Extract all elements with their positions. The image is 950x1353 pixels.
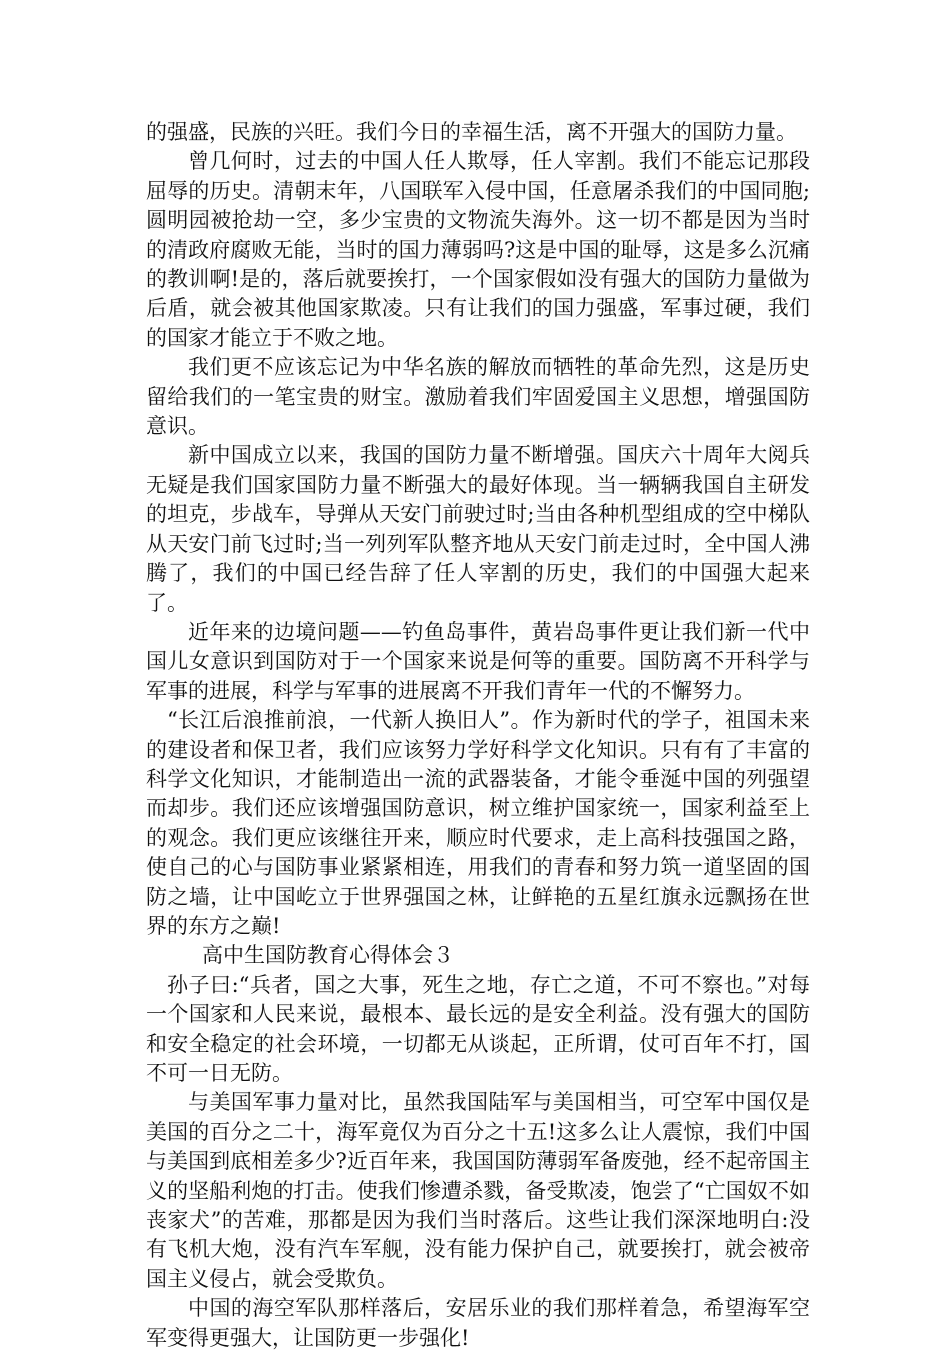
paragraph-conclusion: 中国的海空军队那样落后，安居乐业的我们那样着急，希望海军空军变得更强大，让国防更一步强化! [146, 1296, 810, 1350]
paragraph-sunzi: 孙子曰:“兵者，国之大事，死生之地，存亡之道，不可不察也。”对每一个国家和人民来说，最根本、最长远的是安全利益。没有强大的国防和安全稳定的社会环境，一切都无从谈起，正所谓，仗可百年不打，国不可一日无防。 [146, 972, 810, 1085]
paragraph-border-issues: 近年来的边境问题——钓鱼岛事件，黄岩岛事件更让我们新一代中国儿女意识到国防对于一个国家来说是何等的重要。国防离不开科学与军事的进展，科学与军事的进展离不开我们青年一代的不懈努力。 [146, 619, 810, 703]
section-heading: 高中生国防教育心得体会３ [202, 943, 454, 968]
paragraph-continuation: 的强盛，民族的兴旺。我们今日的幸福生活，离不开强大的国防力量。 [146, 120, 797, 144]
paragraph-youth: “长江后浪推前浪，一代新人换旧人”。作为新时代的学子，祖国未来的建设者和保卫者，我们应该努力学好科学文化知识。只有有了丰富的科学文化知识，才能制造出一流的武器装备，才能令垂涎中国的列强望而却步。我们还应该增强国防意识，树立维护国家统一，国家利益至上的观念。我们更应该继往开来，顺应时代要求，走上高科技强国之路，使自己的心与国防事业紧紧相连，用我们的青春和努力筑一道坚固的国防之墙，让中国屹立于世界强国之林，让鲜艳的五星红旗永远飘扬在世界的东方之巅! [146, 708, 810, 938]
paragraph-history: 曾几何时，过去的中国人任人欺辱，任人宰割。我们不能忘记那段屈辱的历史。清朝末年，八国联军入侵中国，任意屠杀我们的中国同胞;圆明园被抢劫一空，多少宝贵的文物流失海外。这一切不都是因为当时的清政府腐败无能，当时的国力薄弱吗?这是中国的耻辱，这是多么沉痛的教训啊!是的，落后就要挨打，一个国家假如没有强大的国防力量做为后盾，就会被其他国家欺凌。只有让我们的国力强盛，军事过硬，我们的国家才能立于不败之地。 [146, 149, 810, 350]
paragraph-parade: 新中国成立以来，我国的国防力量不断增强。国庆六十周年大阅兵无疑是我们国家国防力量不断强大的最好体现。当一辆辆我国自主研发的坦克，步战车，导弹从天安门前驶过时;当由各种机型组成的空中梯队从天安门前飞过时;当一列列军队整齐地从天安门前走过时，全中国人沸腾了，我们的中国已经告辞了任人宰割的历史，我们的中国强大起来了。 [146, 443, 810, 615]
paragraph-comparison: 与美国军事力量对比，虽然我国陆军与美国相当，可空军中国仅是美国的百分之二十，海军竟仅为百分之十五!这多么让人震惊，我们中国与美国到底相差多少?近百年来，我国国防薄弱军备废弛，经不起帝国主义的坚船利炮的打击。使我们惨遭杀戮，备受欺凌，饱尝了“亡国奴不如丧家犬”的苦难，那都是因为我们当时落后。这些让我们深深地明白:没有飞机大炮，没有汽车军舰，没有能力保护自己，就要挨打，就会被帝国主义侵占，就会受欺负。 [146, 1090, 810, 1291]
paragraph-martyrs: 我们更不应该忘记为中华名族的解放而牺牲的革命先烈，这是历史留给我们的一笔宝贵的财宝。激励着我们牢固爱国主义思想，增强国防意识。 [146, 355, 810, 439]
document-body [146, 118, 810, 1353]
